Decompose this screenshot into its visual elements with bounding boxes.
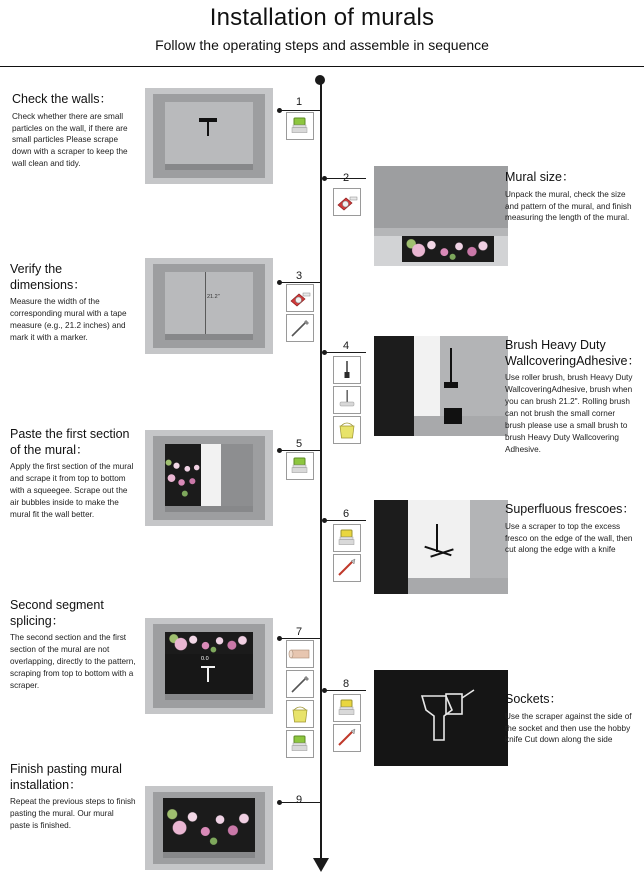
step-6-text [505, 502, 635, 556]
step-7-tool-squeegee-green-icon[interactable] [286, 730, 314, 758]
step-5-photo [145, 430, 273, 526]
step-1-connector [280, 110, 320, 111]
step-9-number: 9 [296, 794, 303, 806]
header [0, 0, 644, 66]
step-7-heading: Second segment splicing： [10, 598, 104, 628]
step-4-tool-adhesive-bucket-icon[interactable] [333, 416, 361, 444]
step-9-body: Repeat the previous steps to finish pasting the mural. Our mural paste is finished. [10, 797, 136, 831]
step-1-photo [145, 88, 273, 184]
step-6-number: 6 [343, 508, 350, 520]
step-5-text [10, 427, 136, 521]
step-6-heading: Superfluous frescoes： [505, 502, 635, 516]
step-6-photo [374, 500, 508, 594]
step-2-tool-tape-measure-icon[interactable] [333, 188, 361, 216]
step-8-photo [374, 670, 508, 766]
step-4-text [505, 338, 641, 455]
step-3-tool-tape-measure-icon[interactable] [286, 284, 314, 312]
step-5-heading: Paste the first section of the mural： [10, 427, 130, 457]
step-1-heading: Check the walls： [12, 92, 113, 106]
timeline-axis [320, 78, 322, 868]
step-1-text [12, 92, 138, 170]
step-7-text [10, 598, 136, 692]
step-3-annotation: 21.2" [207, 294, 220, 300]
step-4-number: 4 [343, 340, 350, 352]
step-9-heading: Finish pasting mural installation： [10, 762, 122, 792]
step-3-connector [280, 282, 320, 283]
step-4-photo [374, 336, 508, 436]
step-5-body: Apply the first section of the mural and scrape it from top to bottom with a squeegee. Scrape out the air bubbles inside to make the mural fit the wall better. [10, 462, 134, 519]
step-9-photo [145, 786, 273, 870]
step-7-connector [280, 638, 320, 639]
step-2-number: 2 [343, 172, 350, 184]
step-2-body: Unpack the mural, check the size and pattern of the mural, and finish measuring the length of the mural. [505, 189, 632, 223]
step-7-body: The second section and the first section of the mural are not overlapping, directly to the pattern, scraping from top to bottom with a scraper. [10, 633, 136, 690]
step-6-tool-squeegee-yellow-icon[interactable] [333, 524, 361, 552]
step-6-connector [324, 520, 366, 521]
step-8-connector [324, 690, 366, 691]
page-title: Installation of murals [209, 4, 435, 31]
step-2-heading: Mural size： [505, 170, 575, 184]
step-7-tool-mural-roll-icon[interactable] [286, 640, 314, 668]
step-3-text [10, 262, 136, 344]
step-7-tool-adhesive-bucket-icon[interactable] [286, 700, 314, 728]
step-3-tool-marker-pen-icon[interactable] [286, 314, 314, 342]
step-8-heading: Sockets： [505, 692, 562, 706]
step-4-tool-small-brush-icon[interactable] [333, 356, 361, 384]
step-1-number: 1 [296, 96, 303, 108]
page-subtitle: Follow the operating steps and assemble in sequence [155, 37, 489, 53]
step-3-number: 3 [296, 270, 303, 282]
step-1-body: Check whether there are small particles on the wall, if there are small particles Please scrape down with a scraper to keep the wall clean and tidy. [12, 111, 128, 169]
step-3-heading: Verify the dimensions： [10, 262, 86, 292]
step-5-connector [280, 450, 320, 451]
step-4-connector [324, 352, 366, 353]
step-8-number: 8 [343, 678, 350, 690]
step-8-text [505, 692, 635, 746]
step-6-tool-hobby-knife-icon[interactable] [333, 554, 361, 582]
step-5-number: 5 [296, 438, 303, 450]
step-8-body: Use the scraper against the side of the socket and then use the hobby knife Cut down along the side [505, 711, 632, 745]
header-divider [0, 66, 644, 67]
step-7-annotation: 0.0 [201, 656, 209, 662]
step-9-text [10, 762, 136, 832]
step-1-tool-scraper-green-icon[interactable] [286, 112, 314, 140]
step-3-photo [145, 258, 273, 354]
step-8-tool-squeegee-yellow-icon[interactable] [333, 694, 361, 722]
step-4-tool-roller-brush-icon[interactable] [333, 386, 361, 414]
step-7-photo [145, 618, 273, 714]
step-6-body: Use a scraper to top the excess fresco on the edge of the wall, then cut along the edge with a knife [505, 521, 633, 555]
step-2-photo [374, 166, 508, 266]
step-2-text [505, 170, 633, 224]
step-5-tool-squeegee-green-icon[interactable] [286, 452, 314, 480]
step-8-tool-hobby-knife-icon[interactable] [333, 724, 361, 752]
timeline-arrow-icon [313, 858, 329, 872]
step-7-tool-marker-pen-icon[interactable] [286, 670, 314, 698]
step-4-heading: Brush Heavy Duty WallcoveringAdhesive： [505, 338, 641, 368]
step-7-number: 7 [296, 626, 303, 638]
step-3-body: Measure the width of the corresponding mural with a tape measure (e.g., 21.2 inches) and mark it with a marker. [10, 297, 127, 342]
step-4-body: Use roller brush, brush Heavy Duty WallcoveringAdhesive, brush when you can brush 21.2". Rolling brush can not brush the small corner brush please use a small brush to brush Heavy Duty Wallcovering Adhesive. [505, 373, 633, 454]
